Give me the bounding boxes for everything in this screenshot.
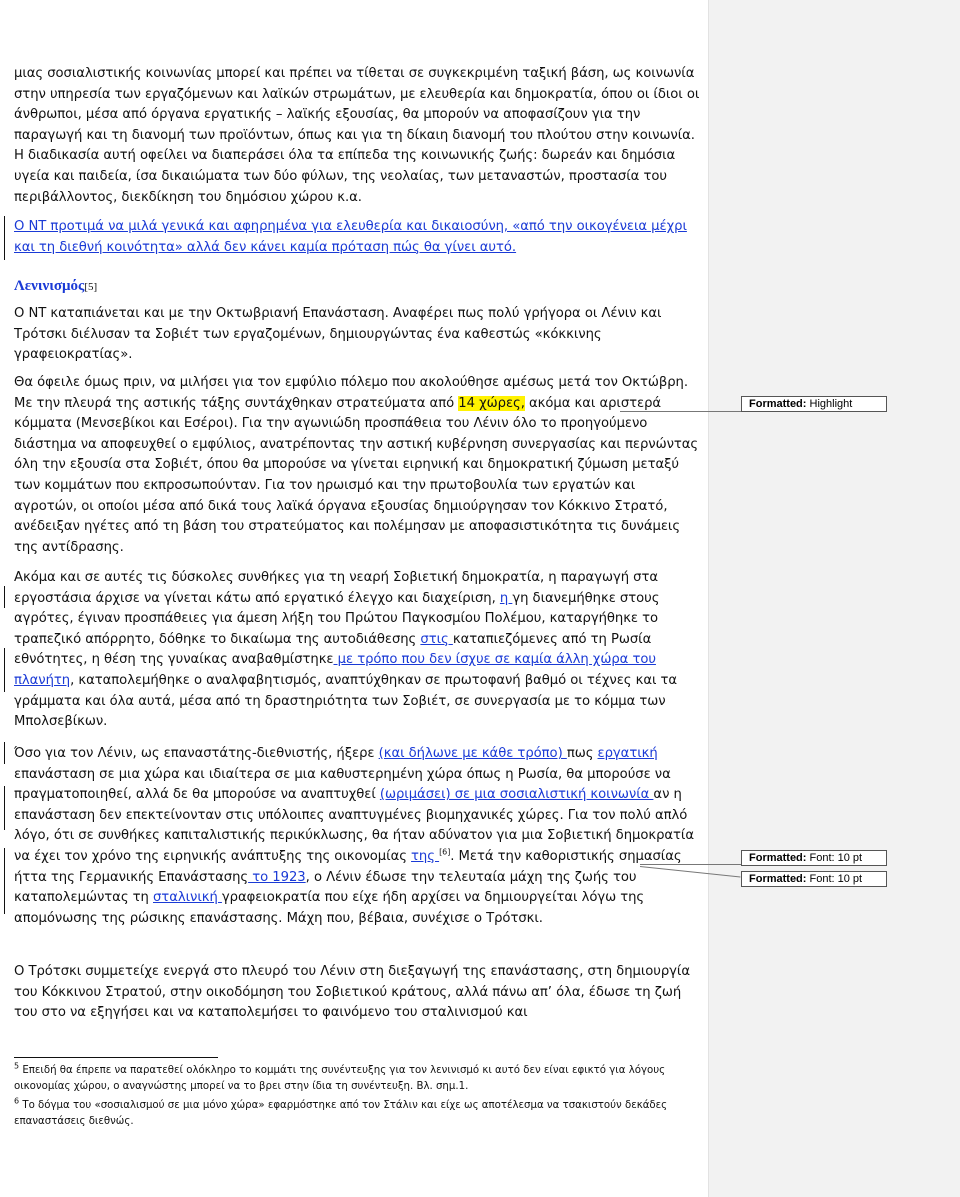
balloon-value: Font: 10 pt: [809, 873, 863, 885]
section-heading: [14, 278, 97, 295]
inserted-text: με τρόπο που δεν ίσχυε σε καμία άλλη χώρα του πλανήτη: [14, 652, 656, 688]
change-bar: [4, 216, 5, 260]
para5-text-d: , καταπολεμήθηκε ο αναλφαβητισμός, αναπτύχθηκαν σε πρωτοφανή βαθμό οι τέχνες και τα γράμματα και όλα αυτά, μέσα από τη δραστηριότητα των Σοβιέτ, σε συνεργασία με το κόμμα των Μπολσεβίκων.: [14, 672, 678, 730]
balloon-value: Highlight: [809, 398, 853, 410]
balloon-label: Formatted:: [749, 852, 807, 864]
inserted-text: σταλινική: [153, 890, 222, 906]
footnote-5: [14, 1063, 704, 1095]
para6-text-c: επανάσταση σε μια χώρα και ιδιαίτερα σε μια καθυστερημένη χώρα όπως η Ρωσία, θα μπορούσε να πραγματοποιηθεί, αλλά δε θα μπορούσε να αναπτυχθεί: [14, 766, 671, 803]
para4-text-b: ακόμα και αριστερά κόμματα (Μενσεβίκοι και Εσέροι). Για την αγωνιώδη προσπάθεια του Λένιν όλο το προηγούμενο διάστημα να αποφευχθεί ο εμφύλιος, ανατρέποντας την αστική κυβέρνηση συνεργασίας και περνώντας όλη την εξουσία στα Σοβιέτ, όπου θα μπορούσε να γίνεται ειρηνική και δημοκρατική ζύμωση μεταξύ των κομμάτων που εκπροσωπούνταν. Για τον ηρωισμό και την πρωτοβουλία των εργατών και αγροτών, οι οποίοι μέσα από δικά τους λαϊκά όργανα εξουσίας δημιούργησαν τον Κόκκινο Στρατό, ανέδειξαν ηγέτες από τη βάση του στρατεύματος και πολέμησαν με αποφασιστικότητα τις δυνάμεις της αντίδρασης.: [14, 395, 699, 555]
balloon-label: Formatted:: [749, 873, 807, 885]
highlighted-text: 14 χώρες,: [458, 395, 525, 411]
para6-text-g: γραφειοκρατία που είχε ήδη αρχίσει να δημιουργείται λόγω της απομόνωσης της ρώσικης επανάστασης. Μάχη που, βέβαια, συνέχισε ο Τρότσκι.: [14, 890, 645, 926]
inserted-text: (ωριμάσει) σε μια σοσιαλιστική κοινωνία: [379, 787, 654, 803]
para6-text-f: , ο Λένιν έδωσε την τελευταία μάχη της ζωής του καταπολεμώντας τη: [14, 869, 637, 906]
inserted-text: εργατική: [597, 746, 658, 761]
paragraph-5: [14, 568, 702, 733]
footnote-text: Επειδή θα έπρεπε να παρατεθεί ολόκληρο το κομμάτι της συνέντευξης για τον λενινισμό κι αυτό δεν είναι εφικτό για λόγους οικονομίας χώρου, ο αναγνώστης μπορεί να το βρει στην ίδια τη συνέντευξη. Βλ. σημ.1.: [14, 1065, 666, 1092]
inserted-text: η: [499, 590, 513, 606]
para5-text-b: γη διανεμήθηκε στους αγρότες, έγιναν προσπάθειες για άμεση λήξη του Πρώτου Παγκοσμίου Πολέμου, καταργήθηκε το τραπεζικό απόρρητο, δόθηκε το δικαίωμα της αυτοδιάθεσης: [14, 590, 660, 647]
format-balloon-font[interactable]: [741, 871, 887, 887]
paragraph-1: μιας σοσιαλιστικής κοινωνίας μπορεί και πρέπει να τίθεται σε συγκεκριμένη ταξική βάση, ως κοινωνία στην υπηρεσία των εργαζόμενων και λαϊκών στρωμάτων, με ελευθερία και δημοκρατία, όπου οι ίδιοι οι άνθρωποι, μέσα από όργανα εργατικής – λαϊκής εξουσίας, θα μπορούν να αποφασίζουν για την παραγωγή και τη διανομή των προϊόντων, όπως και για τη δίκαιη διανομή του πλούτου στην κοινωνία. Η διαδικασία αυτή οφείλει να διαπεράσει όλα τα επίπεδα της κοινωνικής ζωής: δωρεάν και δημόσια υγεία και παιδεία, ίσα δικαιώματα των δύο φύλων, της νεολαίας, των μεταναστών, προστασία του περιβάλλοντος, διεκδίκηση του δημόσιου χώρου κ.α.: [14, 66, 700, 205]
paragraph-6: [14, 744, 702, 929]
change-bar: [4, 786, 5, 830]
footnote-text: Το δόγμα του «σοσιαλισμού σε μια μόνο χώρα» εφαρμόστηκε από τον Στάλιν και είχε ως αποτέλεσμα να τσακιστούν δεκάδες επαναστάσεις διεθνώς.: [14, 1100, 668, 1127]
para6-text-a: Όσο για τον Λένιν, ως επαναστάτης-διεθνιστής, ήξερε: [14, 746, 379, 761]
paragraph-4: [14, 373, 702, 558]
inserted-text: της: [411, 848, 440, 864]
inserted-text: το 1923: [248, 869, 306, 885]
heading-text: Λενινισμός: [14, 278, 85, 294]
inserted-text: στις: [420, 631, 453, 647]
paragraph-2: [14, 217, 702, 258]
format-balloon-font[interactable]: [741, 850, 887, 866]
balloon-leader-line: [640, 864, 741, 865]
balloon-value: Font: 10 pt: [809, 852, 863, 864]
para6-text-e: . Μετά την καθοριστικής σημασίας ήττα της Γερμανικής Επανάστασης: [14, 848, 682, 885]
format-balloon-highlight[interactable]: [741, 396, 887, 412]
balloon-label: Formatted:: [749, 398, 807, 410]
paragraph-7: Ο Τρότσκι συμμετείχε ενεργά στο πλευρό του Λένιν στη διεξαγωγή της επανάστασης, στη δημιουργία του Κόκκινου Στρατού, στην οικοδόμηση του Σοβιετικού κράτους, αλλά πάνω απ’ όλα, έδωσε τη ζωή του στο να εξηγήσει και να καταπολεμήσει το φαινόμενο του σταλινισμού και: [14, 964, 690, 1021]
change-bar: [4, 586, 5, 608]
inserted-text: Ο ΝΤ προτιμά να μιλά γενικά και αφηρημένα για ελευθερία και δικαιοσύνη, «από την οικογένεια μέχρι και τη διεθνή κοινότητα» αλλά δεν κάνει καμία πρόταση πώς θα γίνει αυτό.: [14, 219, 687, 255]
para6-text-b: πως: [566, 746, 598, 761]
footnote-ref-6[interactable]: [6]: [439, 847, 451, 857]
change-bar: [4, 742, 5, 764]
change-bar: [4, 648, 5, 692]
para4-text-a: Θα όφειλε όμως πριν, να μιλήσει για τον εμφύλιο πόλεμο που ακολούθησε αμέσως μετά τον Οκτώβρη. Με την πλευρά της αστικής τάξης συντάχθηκαν στρατεύματα από: [14, 375, 688, 411]
para6-text-d: αν η επανάσταση δεν επεκτείνονταν στις υπόλοιπες αναπτυγμένες βιομηχανικές χώρες. Για τον πολύ απλό λόγο, ότι σε συνθήκες καπιταλιστικής περικύκλωσης, θα ήταν αδύνατον για μια Σοβιετική δημοκρατία να έχει τον χρόνο της ειρηνικής ανάπτυξης της οικονομίας: [14, 787, 694, 864]
markup-margin-pane: [708, 0, 960, 1197]
change-bar: [4, 848, 5, 914]
paragraph-3: Ο ΝΤ καταπιάνεται και με την Οκτωβριανή Επανάσταση. Αναφέρει πως πολύ γρήγορα οι Λένιν και Τρότσκι διέλυσαν τα Σοβιέτ των εργαζομένων, δημιουργώντας ένα καθεστώς «κόκκινης γραφειοκρατίας».: [14, 306, 662, 363]
para5-text-c: καταπιεζόμενες από τη Ρωσία εθνότητες, η θέση της γυναίκας αναβαθμίστηκε: [14, 631, 652, 668]
inserted-text: (και δήλωνε με κάθε τρόπο): [378, 746, 567, 761]
footnote-number: 5: [14, 1061, 20, 1071]
footnote-6: [14, 1098, 704, 1130]
footnote-separator: [14, 1057, 218, 1058]
footnote-number: 6: [14, 1096, 20, 1106]
footnote-ref-5[interactable]: [5]: [84, 281, 98, 293]
balloon-leader-line: [620, 411, 741, 412]
para5-text-a: Ακόμα και σε αυτές τις δύσκολες συνθήκες για τη νεαρή Σοβιετική δημοκρατία, η παραγωγή στα εργοστάσια άρχισε να γίνεται κάτω από εργατικό έλεγχο και διαχείριση,: [14, 570, 658, 606]
